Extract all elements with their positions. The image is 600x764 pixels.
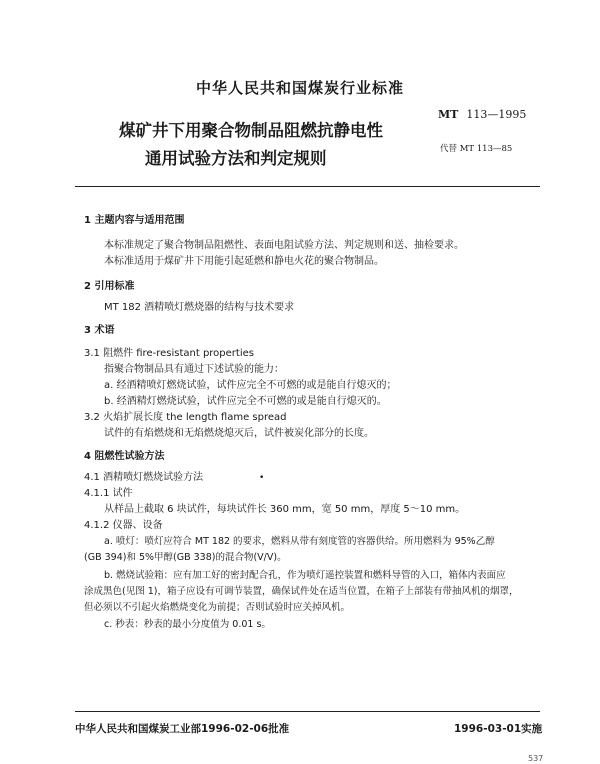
section-4-1-1-paragraph: 从样品上截取 6 块试件，每块试件长 360 mm，宽 50 mm，厚度 5～10 mm。	[104, 504, 466, 515]
replaces-standard: 代替 MT 113—85	[440, 144, 513, 154]
section-2-reference: MT 182 酒精喷灯燃烧器的结构与技术要求	[104, 302, 295, 313]
section-4-1-2-item-a-line1: a. 喷灯：喷灯应符合 MT 182 的要求，燃料从带有刻度管的容器供给。所用燃料为 95%乙醇	[104, 536, 495, 547]
industry-standard-heading: 中华人民共和国煤炭行业标准	[195, 79, 404, 97]
section-4-heading: 4 阻燃性试验方法	[84, 451, 165, 462]
section-4-1-1-heading: 4.1.1 试件	[84, 488, 133, 499]
footer-divider	[75, 711, 540, 712]
section-4-1-2-item-b-line3: 但必须以不引起火焰燃烧变化为前提；否则试验时应关掉风机。	[84, 602, 351, 613]
section-4-1-2-item-b-line1: b. 燃烧试验箱：应有加工好的密封配合孔，作为喷灯遥控装置和燃料导管的入口，箱体内表面应	[104, 570, 506, 581]
document-title-line2: 通用试验方法和判定规则	[145, 149, 327, 168]
section-3-1-item-b: b. 经酒精灯燃烧试验，试件应完全不可燃的或是能自行熄灭的。	[104, 396, 387, 407]
section-3-2-paragraph: 试件的有焰燃烧和无焰燃烧熄灭后，试件被炭化部分的长度。	[104, 428, 374, 439]
standard-code-number: 113—1995	[466, 108, 527, 121]
section-3-1-heading: 3.1 阻燃件 fire-resistant properties	[84, 348, 254, 359]
approval-note: 中华人民共和国煤炭工业部1996-02-06批准	[75, 723, 290, 735]
section-4-1-heading: 4.1 酒精喷灯燃烧试验方法	[84, 472, 204, 483]
section-3-1-paragraph: 指聚合物制品具有通过下述试验的能力：	[104, 364, 284, 375]
effective-date: 1996-03-01实施	[454, 723, 543, 735]
stray-mark: •	[259, 473, 265, 483]
standard-code-prefix: MT	[438, 108, 459, 121]
section-1-paragraph-1: 本标准规定了聚合物制品阻燃性、表面电阻试验方法、判定规则和送、抽检要求。	[104, 240, 464, 251]
section-2-heading: 2 引用标准	[84, 281, 135, 292]
header-divider	[75, 186, 540, 187]
section-3-heading: 3 术语	[84, 325, 115, 336]
section-3-1-item-a: a. 经酒精喷灯燃烧试验，试件应完全不可燃的或是能自行熄灭的；	[104, 380, 397, 391]
standard-code	[438, 108, 526, 121]
section-3-2-heading: 3.2 火焰扩展长度 the length flame spread	[84, 412, 287, 423]
section-4-1-2-item-a-line2: (GB 394)和 5%甲醇(GB 338)的混合物(V/V)。	[84, 552, 287, 563]
section-4-1-2-item-b-line2: 涂成黑色(见图 1)，箱子应设有可调节装置，确保试件处在适当位置，在箱子上部装有带抽风机的烟罩，	[84, 586, 519, 597]
page-number: 537	[528, 754, 544, 763]
section-1-paragraph-2: 本标准适用于煤矿井下用能引起延燃和静电火花的聚合物制品。	[104, 256, 384, 267]
section-1-heading: 1 主题内容与适用范围	[84, 215, 185, 226]
section-4-1-2-item-c: c. 秒表：秒表的最小分度值为 0.01 s。	[104, 619, 271, 630]
document-title-line1: 煤矿井下用聚合物制品阻燃抗静电性	[119, 121, 383, 140]
section-4-1-2-heading: 4.1.2 仪器、设备	[84, 520, 163, 531]
